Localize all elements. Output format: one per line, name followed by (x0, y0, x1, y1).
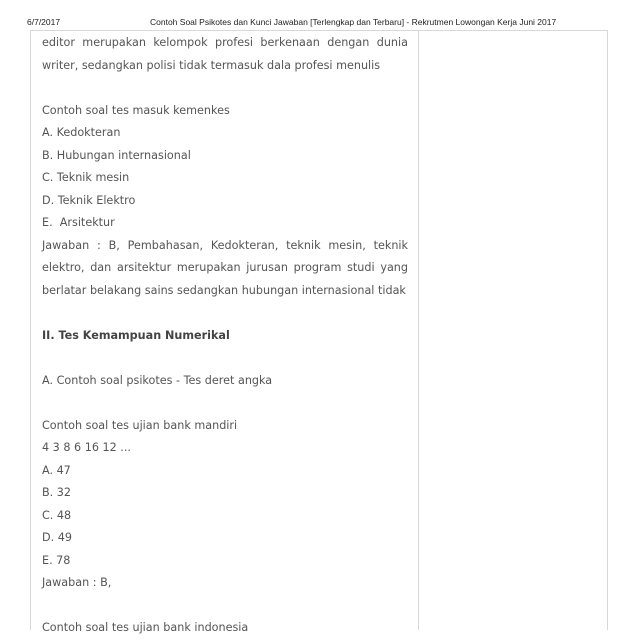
option-d: D. 49 (42, 531, 72, 544)
option-e: E. Arsitektur (42, 216, 115, 229)
question-title: Contoh soal tes ujian bank indonesia (42, 621, 249, 634)
paragraph-line: writer, sedangkan polisi tidak termasuk dala profesi menulis (42, 58, 381, 72)
question-title: Contoh soal tes ujian bank mandiri (42, 418, 238, 432)
option-b: B. Hubungan internasional (42, 148, 191, 162)
option-e: E. 78 (42, 553, 71, 567)
print-date: 6/7/2017 (27, 17, 61, 27)
answer-line: Jawaban : B, Pembahasan, Kedokteran, teknik mesin, teknik (42, 238, 408, 252)
print-title: Contoh Soal Psikotes dan Kunci Jawaban [Terlengkap dan Terbaru] - Rekrutmen Lowongan Kerja Juni 2017 (150, 17, 557, 27)
answer-line: berlatar belakang sains sedangkan hubungan internasional tidak (42, 283, 406, 297)
print-header (0, 0, 638, 30)
number-sequence: 4 3 8 6 16 12 ... (42, 441, 131, 454)
answer-line: Jawaban : B, (42, 576, 112, 589)
subsection-title: A. Contoh soal psikotes - Tes deret angka (42, 373, 273, 387)
option-a: A. 47 (42, 463, 71, 477)
option-b: B. 32 (42, 486, 72, 499)
paragraph-line: editor merupakan kelompok profesi berkenaan dengan dunia (42, 36, 408, 49)
question-title: Contoh soal tes masuk kemenkes (42, 103, 230, 117)
section-heading: II. Tes Kemampuan Numerikal (42, 328, 230, 342)
column-divider (418, 30, 419, 630)
option-d: D. Teknik Elektro (42, 193, 136, 207)
answer-line: elektro, dan arsitektur merupakan jurusan program studi yang (42, 261, 408, 274)
article-content (42, 32, 408, 640)
option-a: A. Kedokteran (42, 126, 121, 139)
option-c: C. 48 (42, 508, 72, 522)
option-c: C. Teknik mesin (42, 171, 130, 184)
